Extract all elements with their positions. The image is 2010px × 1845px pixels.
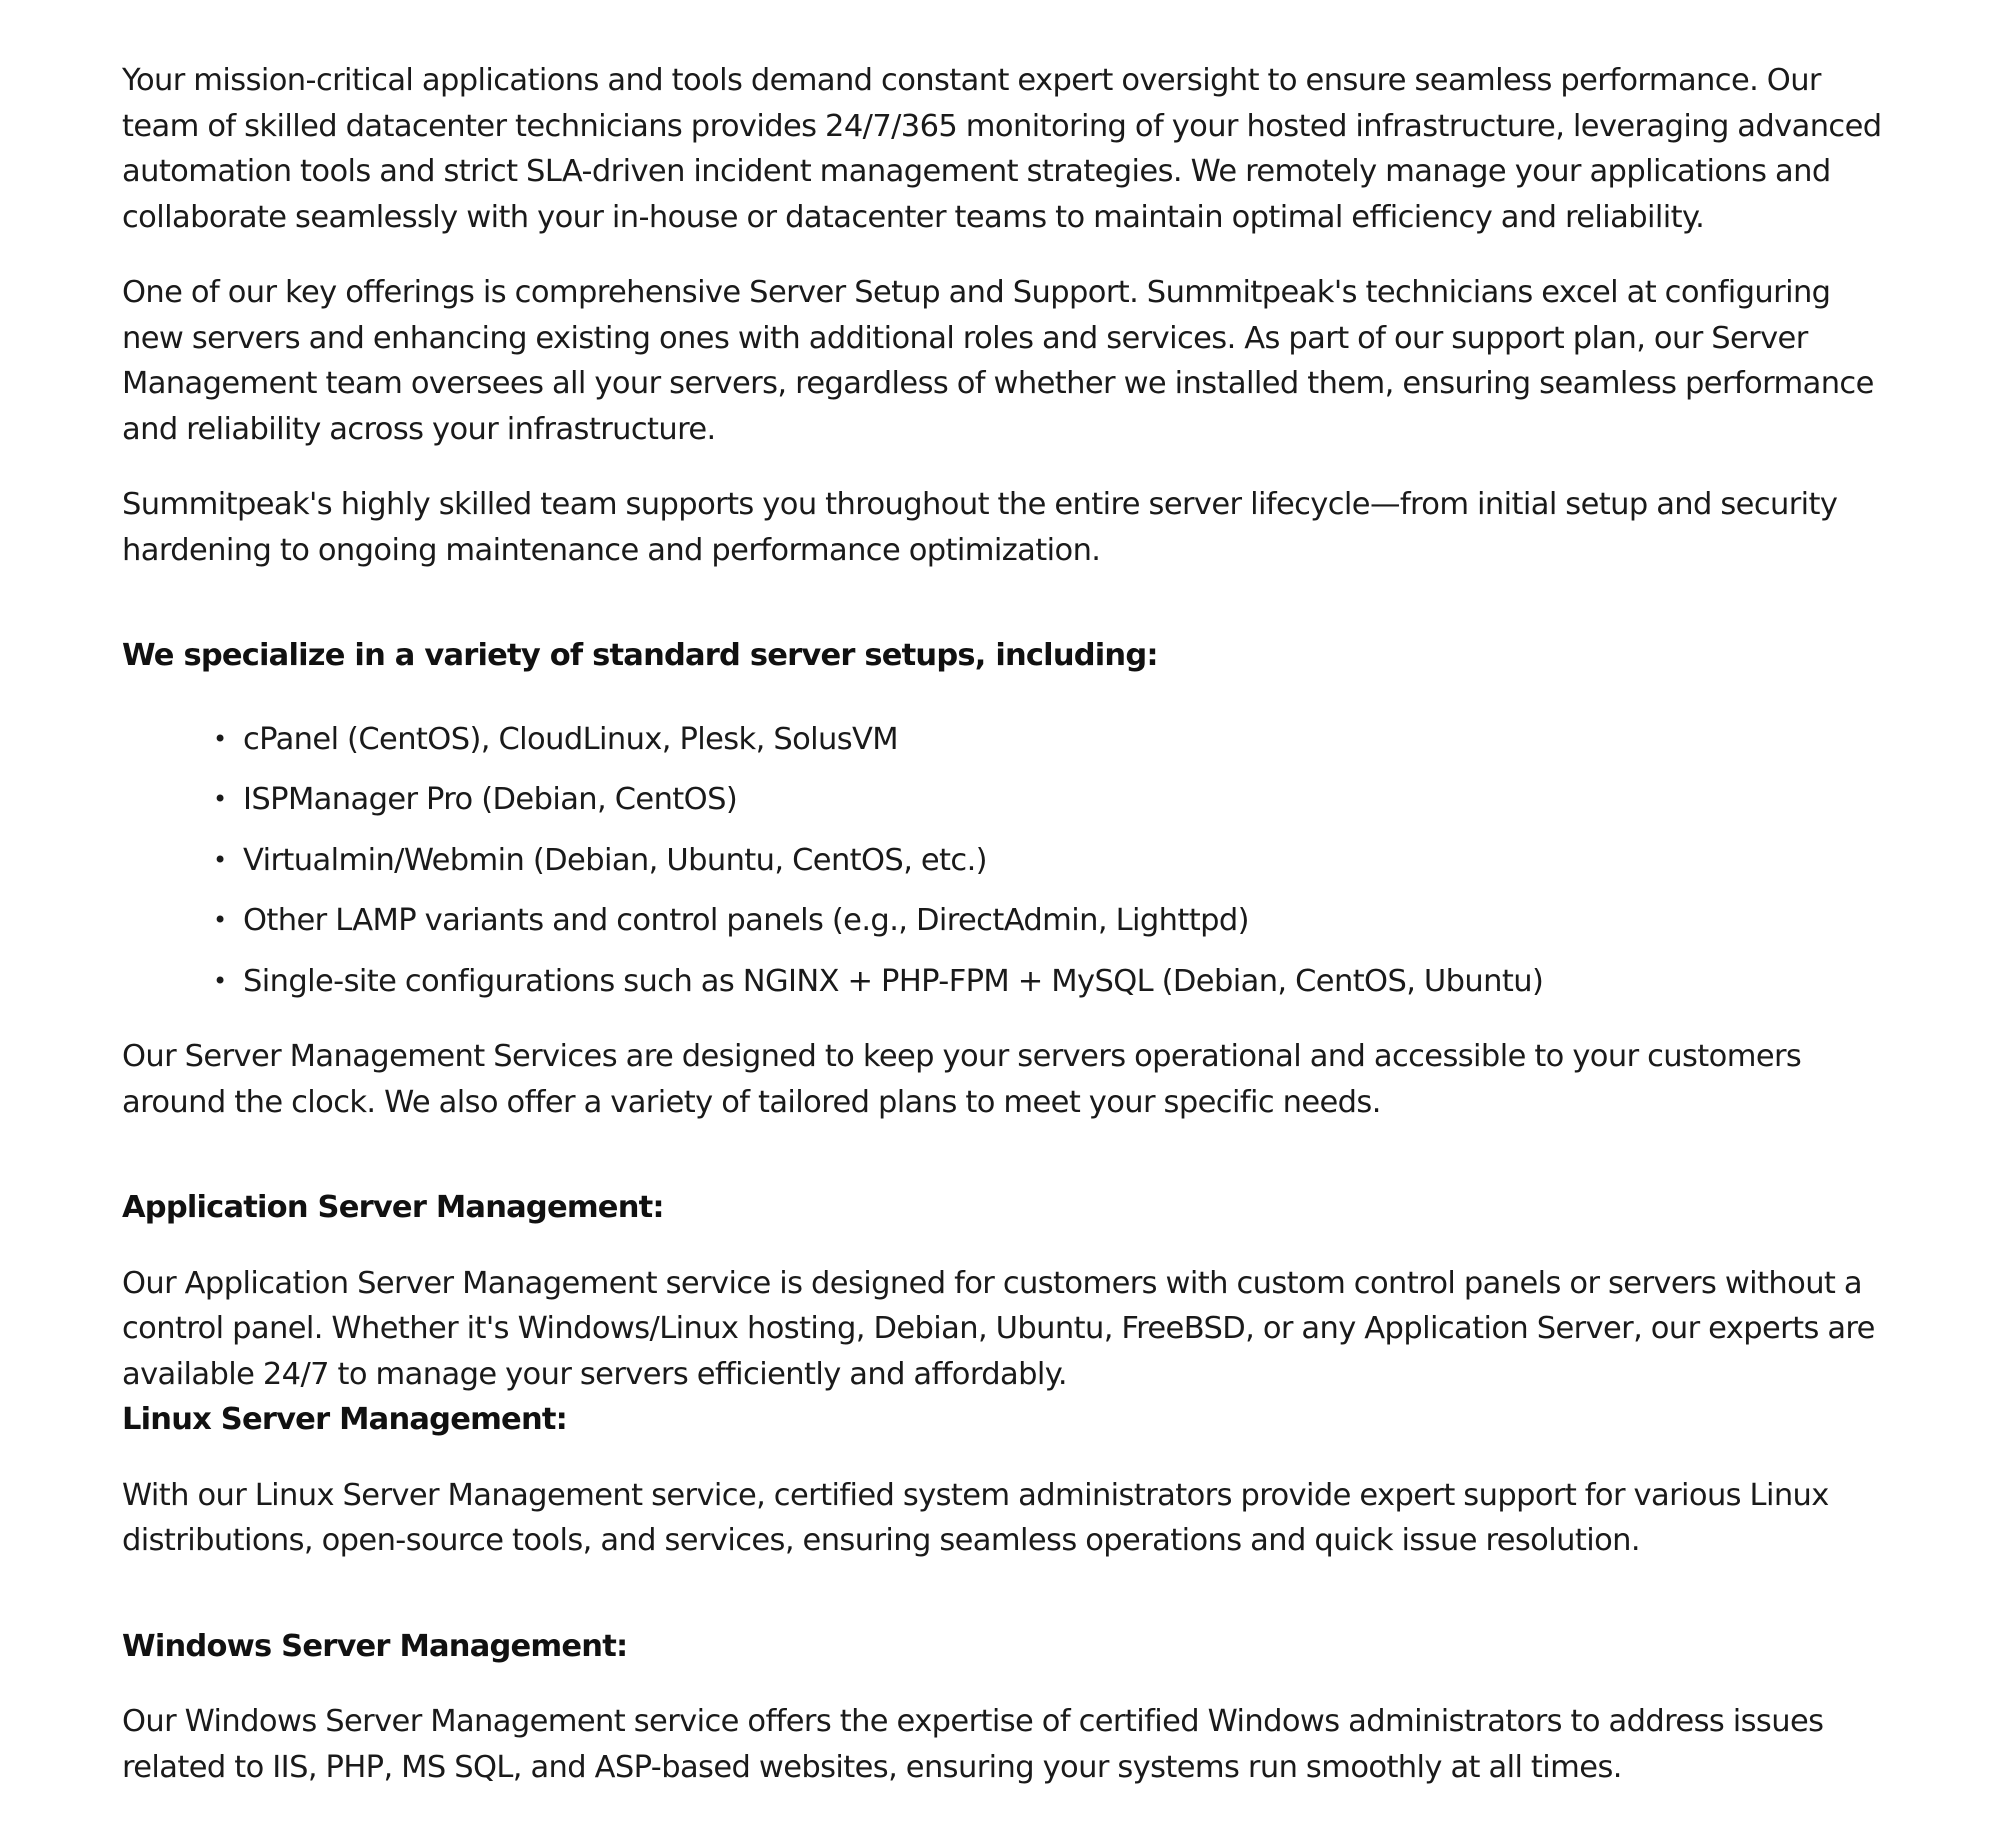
services-paragraph: Our Server Management Services are designed to keep your servers operational and accessible to your customers around the clock. We also offer a variety of tailored plans to meet your specific needs. [122, 1039, 1802, 1120]
list-item-text: cPanel (CentOS), CloudLinux, Plesk, SolusVM [243, 721, 899, 757]
linux-server-heading: Linux Server Management: [122, 1402, 568, 1437]
list-item-text: Single-site configurations such as NGINX + PHP-FPM + MySQL (Debian, CentOS, Ubuntu) [243, 963, 1544, 999]
setups-heading: We specialize in a variety of standard server setups, including: [122, 638, 1158, 673]
linux-server-paragraph: With our Linux Server Management service, certified system administrators provide expert support for various Linux distributions, open-source tools, and services, ensuring seamless operations and quick issue resolution. [122, 1477, 1829, 1558]
list-item-text: Virtualmin/Webmin (Debian, Ubuntu, CentOS, etc.) [243, 842, 987, 878]
list-item [213, 898, 1888, 944]
setups-list [122, 717, 1888, 1005]
list-item-text: ISPManager Pro (Debian, CentOS) [243, 782, 738, 817]
list-item [213, 717, 1888, 763]
intro-paragraph-monitoring: Your mission-critical applications and tools demand constant expert oversight to ensure seamless performance. Our team of skilled datacenter technicians provides 24/7/365 monitoring of your hosted infrastructure, leveraging advanced automation tools and strict SLA-driven incident management strategies. We remotely manage your applications and collaborate seamlessly with your in-house or datacenter teams to maintain optimal efficiency and reliability. [122, 63, 1882, 235]
bullet-icon: • [213, 966, 227, 995]
application-server-paragraph: Our Application Server Management service is designed for customers with custom control panels or servers without a control panel. Whether it's Windows/Linux hosting, Debian, Ubuntu, FreeBSD, or any Application Server, our experts are available 24/7 to manage your servers efficiently and affordably. [122, 1265, 1875, 1392]
bullet-icon: • [213, 785, 227, 813]
windows-server-paragraph: Our Windows Server Management service offers the expertise of certified Windows administrators to address issues related to IIS, PHP, MS SQL, and ASP-based websites, ensuring your systems run smoothly at all times. [122, 1704, 1824, 1785]
intro-paragraph-lifecycle: Summitpeak's highly skilled team supports you throughout the entire server lifecycle—from initial setup and security hardening to ongoing maintenance and performance optimization. [122, 487, 1838, 568]
bullet-icon: • [213, 724, 227, 753]
bullet-icon: • [213, 906, 227, 934]
list-item-text: Other LAMP variants and control panels (e.g., DirectAdmin, Lighttpd) [243, 903, 1249, 938]
list-item [213, 777, 1888, 823]
application-server-heading: Application Server Management: [122, 1190, 664, 1225]
list-item [213, 959, 1888, 1005]
bullet-icon: • [213, 845, 227, 874]
windows-server-heading: Windows Server Management: [122, 1628, 628, 1664]
list-item [213, 838, 1888, 884]
intro-paragraph-server-setup: One of our key offerings is comprehensive Server Setup and Support. Summitpeak's technicians excel at configuring new servers and enhancing existing ones with additional roles and services. As part of our support plan, our Server Management team oversees all your servers, regardless of whether we installed them, ensuring seamless performance and reliability across your infrastructure. [122, 275, 1874, 447]
